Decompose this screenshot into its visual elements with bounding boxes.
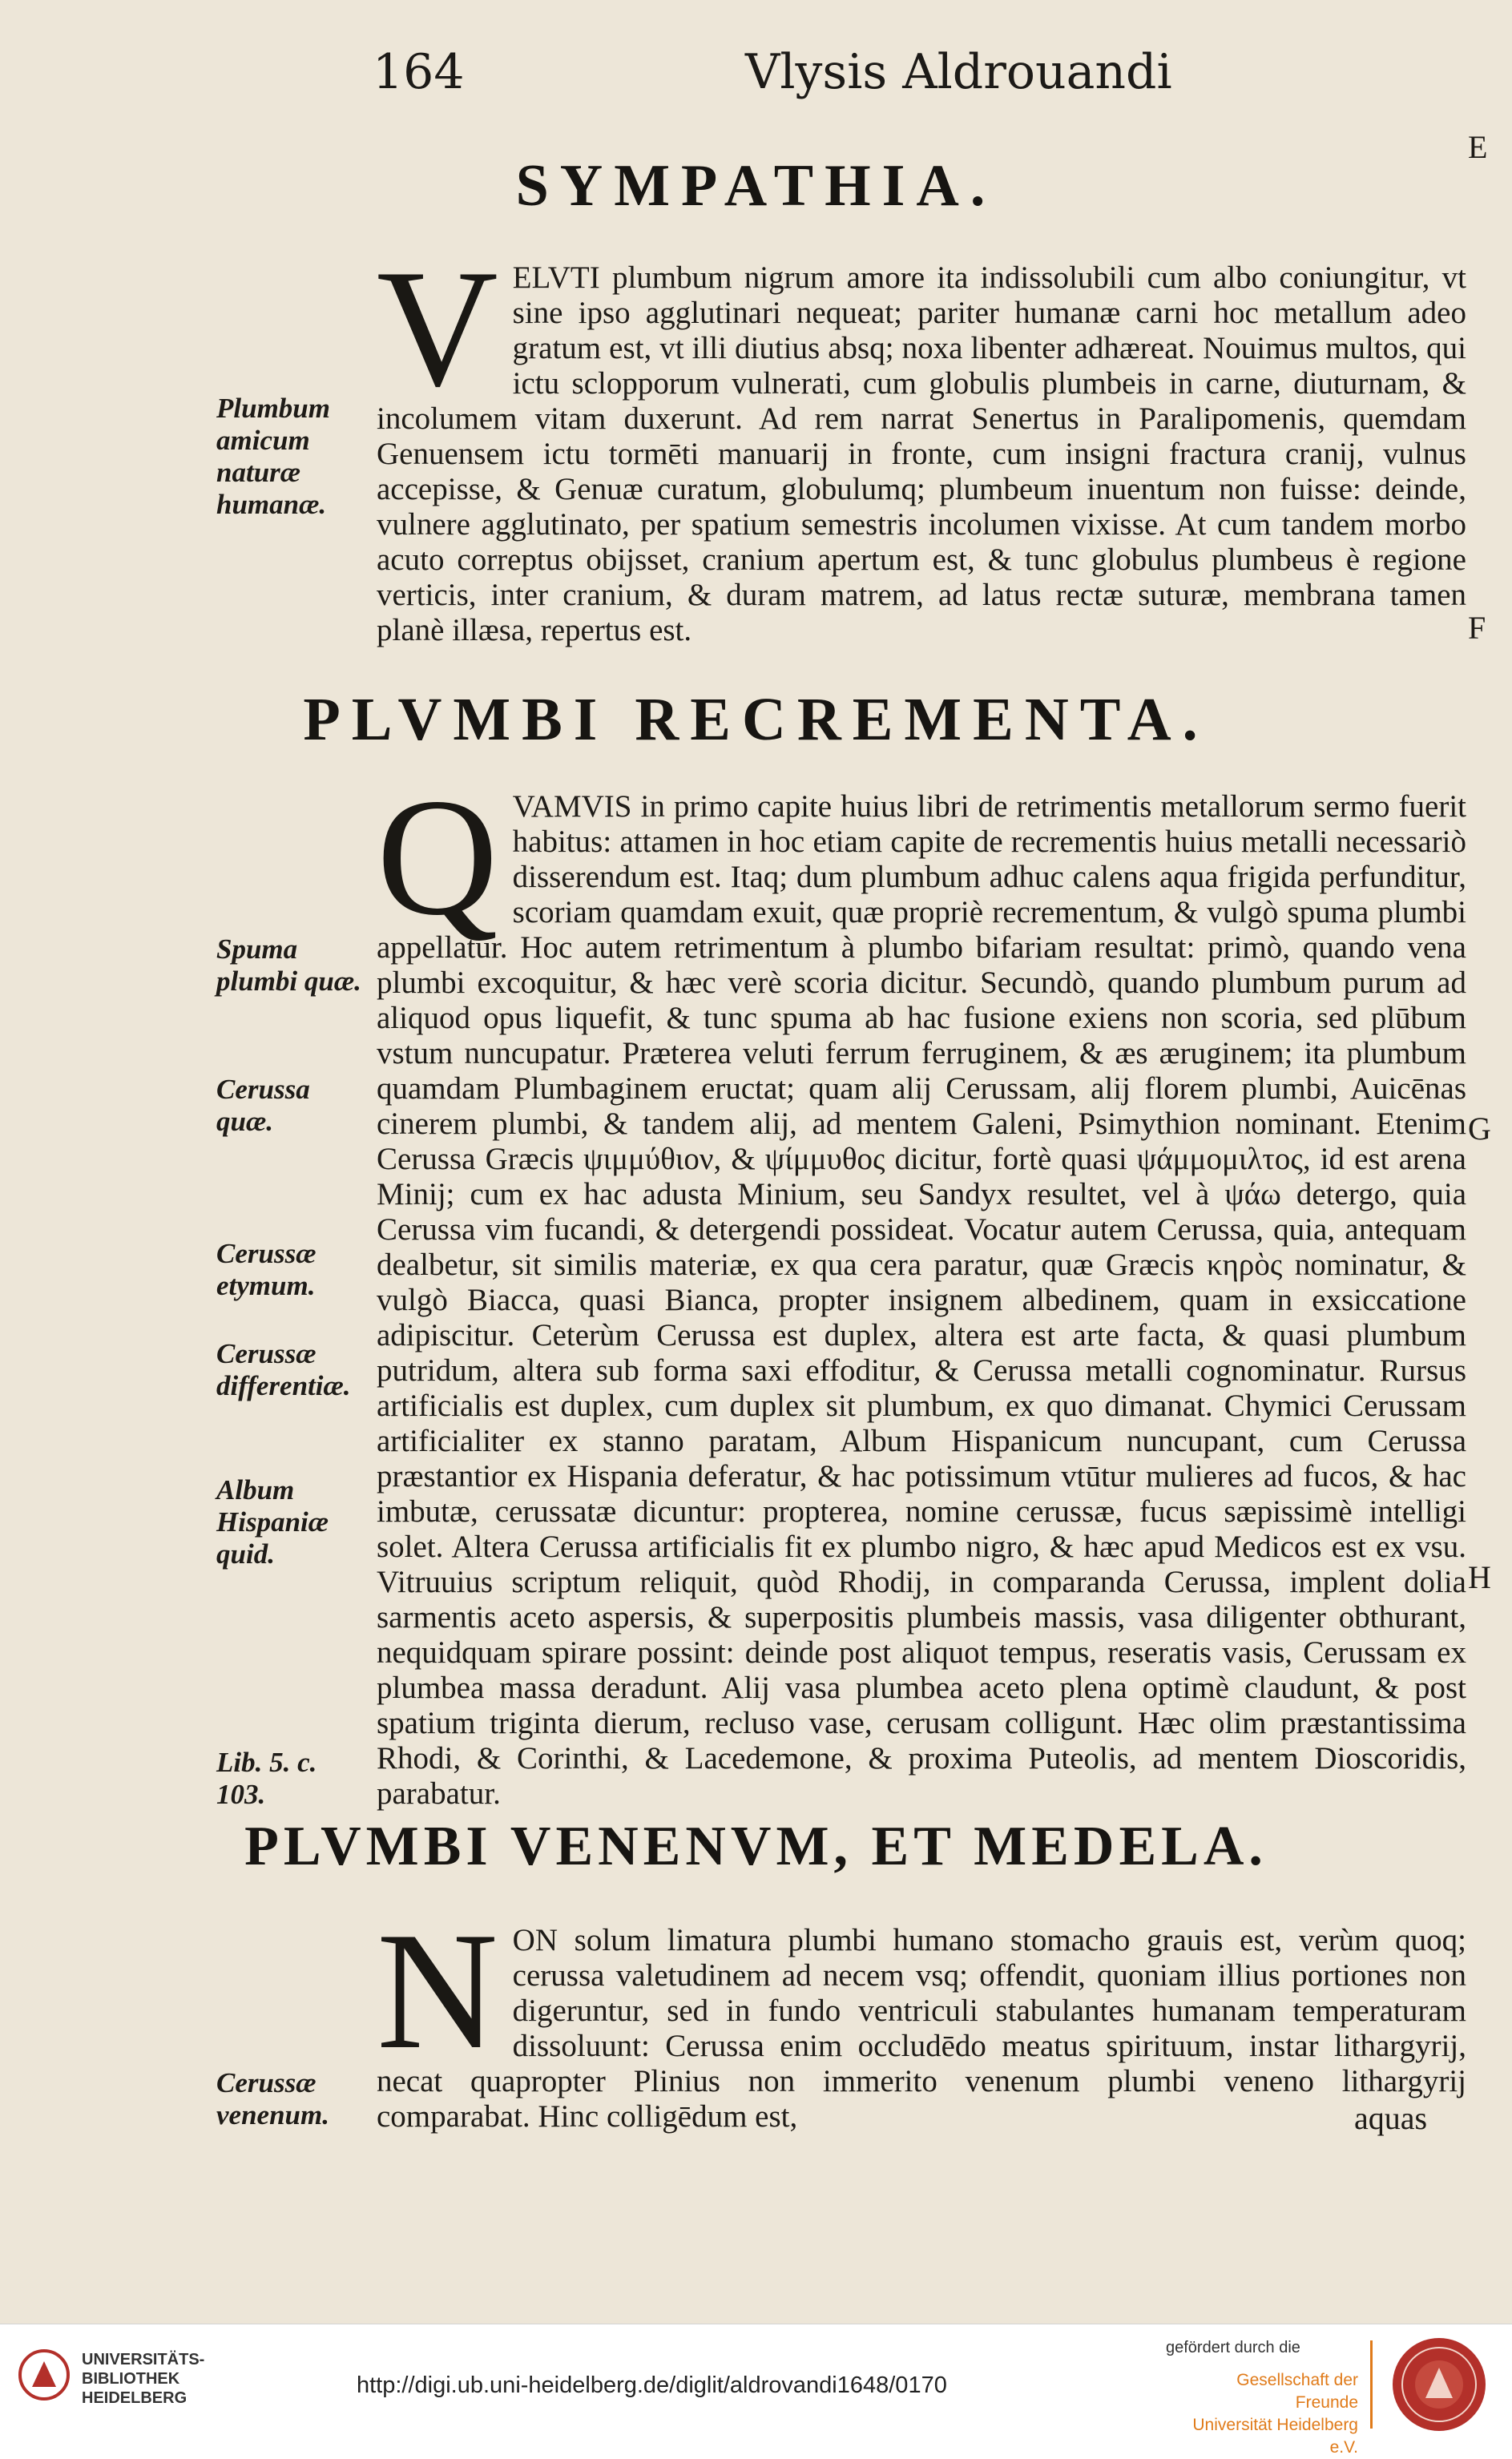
drop-cap: Q (377, 764, 498, 950)
library-logo-icon (18, 2348, 71, 2401)
paragraph-text: VAMVIS in primo capite huius libri de retrimentis metallorum sermo fuerit habitus: attamen in hoc etiam capite de recrementis huius metalli necessariò disserendum est. Itaq; dum plumbum adhuc calens aqua frigida perfunditur, scoriam quamdam exuit, quæ propriè recrementum, & vulgò spuma plumbi appellatur. Hoc autem retrimentum à plumbo bifariam resultat: primò, quando vena plumbi excoquitur, & hæc verè scoria dicitur. Secundò, quando plumbum purum ad aliquod opus liquefit, & tunc spuma ab hac fusione exiens non scoria, sed plūbum vstum nuncupatur. Præterea veluti ferrum ferruginem, & æs æruginem; ita plumbum quamdam Plumbaginem eructat; quam alij Cerussam, alij florem plumbi, Auicēnas cinerem plumbi, & tandem alij, ad mentem Galeni, Psimythion nominant. Etenim Cerussa Græcis ψιμμύθιον, & ψίμμυθος dicitur, fortè quasi ψάμμομιλτος, id est arena Minij; cum ex hac adusta Minium, seu Sandyx resultet, vel à ψάω detergo, quia Cerussa vim fucandi, & detergendi possideat. Vocatur autem Cerussa, quia, antequam dealbetur, sit similis materiæ, ex qua cera paratur, quæ Græcis κηρὸς nominatur, & vulgò Biacca, quasi Bianca, propter insignem albedinem, quam in exsiccatione adipiscitur. Ceterùm Cerussa est duplex, altera est arte facta, & quasi plumbum putridum, altera sub forma saxi effoditur, & Cerussa metalli cognominatur. Rursus artificialis est duplex, cum duplex sit plumbum, ex quo dimanat. Chymici Cerussam artificialiter ex stanno paratam, Album Hispanicum nuncupant, cum Cerussa præstantior ex Hispania deferatur, & hac potissimum vtūtur mulieres ad fucos, & hac imbutæ, cerussatæ dicuntur: propterea, nomine cerussæ, fucus sæpissimè intelligi solet. Altera Cerussa artificialis fit ex plumbo nigro, & hæc apud Medicos est ex vsu. Vitruuius scriptum reliquit, quòd Rhodij, in comparanda Cerussa, implent dolia sarmentis aceto aspersis, & superpositis plumbeis massis, vasa diligenter obthurant, nequidquam spirare possint: deinde post aliquot tempus, reseratis vasis, Cerussam ex plumbea massa deradunt. Alij vasa plumbea aceto plena optimè claudunt, & post spatium triginta dierum, recluso vase, cerusam colligunt. Hæc olim præstantissima Rhodi, & Corinthi, & Lacedemone, & proxima Puteolis, ad mentem Dioscoridis, parabatur. (377, 789, 1466, 1811)
section-body (377, 764, 1466, 1811)
page-url-link[interactable]: http://digi.ub.uni-heidelberg.de/diglit/aldrovandi1648/0170 (357, 2372, 947, 2398)
section-title: SYMPATHIA. (515, 153, 997, 219)
catchword: aquas (1354, 2100, 1428, 2136)
section-body (377, 236, 1466, 653)
paragraph-text: ON solum limatura plumbi humano stomacho grauis est, verùm quoq; cerussa valetudinem ad necem vsq; offendit, quoniam illius portiones non digeruntur, sed in fundo ventriculi stabulantes humanam temperaturam dissoluunt: Cerussa enim occludēdo meatus spirituum, instar lithargyrij, necat quapropter Plinius non immerito venenum plumbi veneno lithargyrij comparabat. Hinc colligēdum est, (377, 1923, 1466, 2134)
section-title: PLVMBI VENENVM, ET MEDELA. (244, 1816, 1268, 1877)
paragraph-text: ELVTI plumbum nigrum amore ita indissolubili cum albo coniungitur, vt sine ipso agglutinari nequeat; pariter humanæ carni hoc metallum adeo gratum est, vt illi diutius absq; noxa libenter adhæreat. Nouimus multos, qui ictu sclopporum vulnerati, cum globulis plumbeis in carne, diuturnam, & incolumem vitam duxerunt. Ad rem narrat Senertus in Paralipomenis, quemdam Genuensem ictu tormēti manuarij in fronte, cum insigni fractura cranij, vulnus accepisse, & Genuæ curatum, globulumq; plumbeum inuentum non fuisse: deinde, vulnere agglutinato, per spatium semestris incolumen vixisse. At cum tandem morbo acuto correptus obijsset, cranium apertum est, & tunc globulus plumbeus è regione verticis, inter cranium, & duram matrem, ad latus rectæ suturæ, membrana tamen planè illæsa, repertus est. (377, 260, 1466, 647)
margin-note: Cerussæ etymum. (216, 1238, 317, 1301)
signature-letter: G (1468, 1111, 1491, 1147)
footer (0, 2324, 1512, 2457)
page-number: 164 (373, 44, 465, 100)
sponsor-caption: gefördert durch die (1166, 2339, 1300, 2356)
drop-cap: V (377, 236, 498, 421)
margin-note: Lib. 5. c. 103. (216, 1747, 317, 1810)
section-title: PLVMBI RECREMENTA. (303, 686, 1209, 753)
sponsor-divider (1370, 2340, 1373, 2429)
margin-note: Cerussæ differentiæ. (216, 1338, 351, 1401)
library-name: UNIVERSITÄTS- BIBLIOTHEK HEIDELBERG (82, 2351, 205, 2407)
signature-letter: H (1468, 1559, 1491, 1595)
margin-note: Cerussa quæ. (216, 1074, 310, 1137)
university-seal-icon (1390, 2336, 1488, 2433)
drop-cap: N (377, 1898, 498, 2084)
signature-letter: F (1468, 610, 1486, 646)
running-head: Vlysis Aldrouandi (745, 44, 1172, 100)
section-body (377, 1898, 1466, 2139)
sponsor-name: Gesellschaft der Freunde Universität Heidelberg e.V. (1192, 2371, 1358, 2457)
margin-note: Cerussæ venenum. (216, 2067, 329, 2130)
margin-note: Album Hispaniæ quid. (216, 1474, 329, 1570)
signature-letter: E (1468, 129, 1488, 165)
margin-note: Spuma plumbi quæ. (216, 933, 361, 997)
margin-note: Plumbum amicum naturæ humanæ. (216, 393, 330, 520)
